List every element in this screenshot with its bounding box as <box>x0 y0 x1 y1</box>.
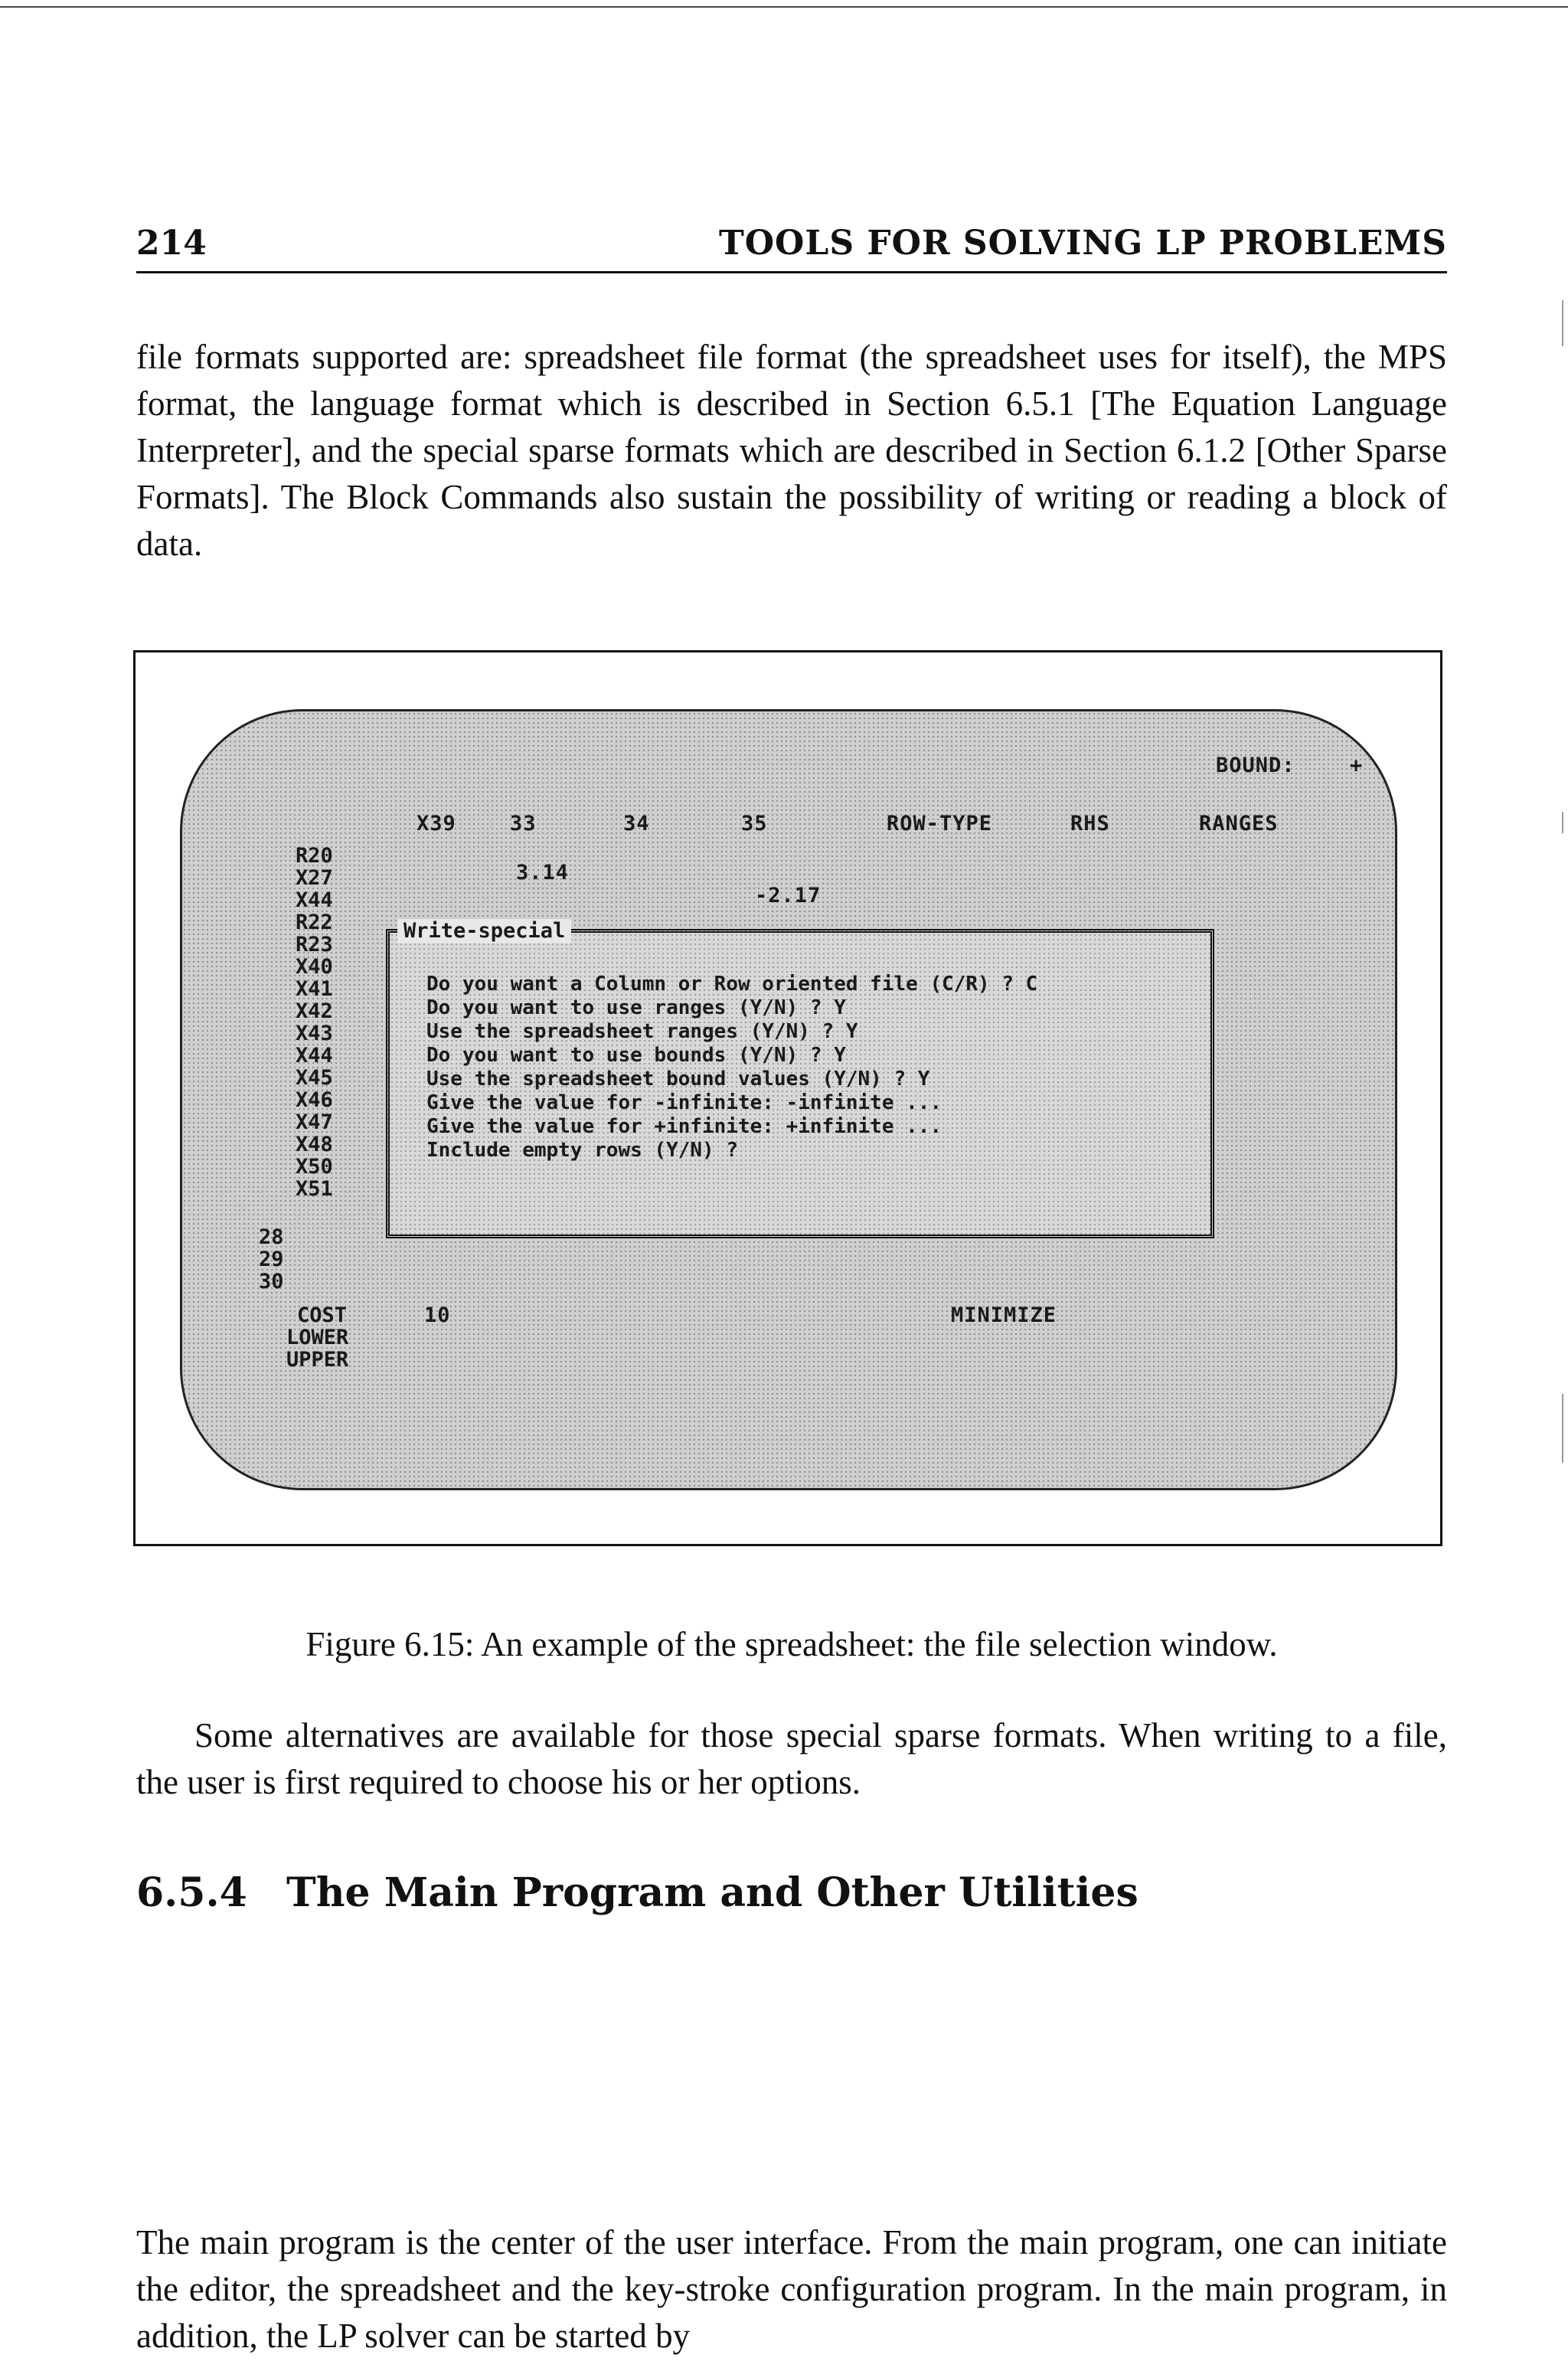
row-label: R22 <box>296 911 333 934</box>
page-number: 214 <box>136 224 207 263</box>
dialog-prompt: Include empty rows (Y/N) ? <box>426 1139 738 1162</box>
running-title: TOOLS FOR SOLVING LP PROBLEMS <box>718 224 1447 263</box>
row-label: X27 <box>296 866 333 890</box>
paragraph-main-program: The main program is the center of the user interface. From the main program, one can initiate the editor, the spreadsheet and the key-stroke configuration program. In the main program, in addition, the LP solver can be started by <box>136 2223 1447 2355</box>
row-label: X48 <box>296 1133 333 1156</box>
bottom-row-label: COST <box>297 1303 348 1327</box>
section-title: The Main Program and Other Utilities <box>286 1869 1138 1916</box>
dialog-title: Write-special <box>397 919 571 943</box>
dialog-prompt: Do you want a Column or Row oriented file (C/R) ? C <box>426 973 1038 996</box>
row-label: X44 <box>296 1044 333 1068</box>
write-special-dialog <box>386 919 1214 1238</box>
margin-mark <box>1562 1394 1563 1463</box>
column-header: 33 <box>510 812 537 836</box>
bound-label: BOUND: <box>1216 754 1295 777</box>
bound-value: + <box>1350 754 1364 777</box>
bottom-row-label: LOWER <box>286 1326 349 1349</box>
row-label: X44 <box>296 888 333 912</box>
margin-mark <box>1562 300 1563 346</box>
dialog-prompt: Do you want to use bounds (Y/N) ? Y <box>426 1044 846 1067</box>
dialog-prompt: Do you want to use ranges (Y/N) ? Y <box>426 996 846 1019</box>
row-labels <box>296 845 333 1200</box>
paragraph-sparse-formats: Some alternatives are available for those special sparse formats. When writing to a file, the user is first required to choose his or her options. <box>136 1716 1447 1801</box>
top-rule <box>0 6 1568 8</box>
row-label: X45 <box>296 1066 333 1090</box>
row-number: 28 <box>259 1225 284 1249</box>
figure-frame <box>133 650 1442 1546</box>
cell-value: 3.14 <box>516 861 570 885</box>
row-label: R23 <box>296 933 333 957</box>
paragraph-file-formats: file formats supported are: spreadsheet file format (the spreadsheet uses for itself), the MPS format, the language format which is described in Section 6.5.1 [The Equation Language Interpreter], and the special sparse formats which are described in Section 6.1.2 [Other Sparse Formats]. The Block Commands also sustain the possibility of writing or reading a block of data. <box>136 338 1447 563</box>
bottom-row-label: UPPER <box>286 1348 349 1372</box>
row-label: R20 <box>296 844 333 868</box>
bottom-row-labels <box>259 1304 348 1371</box>
margin-mark <box>1562 812 1563 833</box>
row-number: 29 <box>259 1248 284 1271</box>
dialog-prompt: Use the spreadsheet bound values (Y/N) ? Y <box>426 1068 930 1091</box>
row-label: X47 <box>296 1110 333 1134</box>
cell-value: -2.17 <box>755 884 822 908</box>
cost-value: 10 <box>424 1303 451 1327</box>
dialog-prompt: Use the spreadsheet ranges (Y/N) ? Y <box>426 1020 858 1043</box>
column-header: 35 <box>741 812 768 836</box>
column-header: RHS <box>1070 812 1110 836</box>
row-label: X42 <box>296 999 333 1023</box>
spreadsheet-screen <box>180 709 1397 1490</box>
row-number: 30 <box>259 1270 284 1293</box>
row-label: X41 <box>296 977 333 1001</box>
dialog-prompt: Give the value for -infinite: -infinite ... <box>426 1091 942 1114</box>
row-label: X43 <box>296 1022 333 1045</box>
row-label: X50 <box>296 1155 333 1179</box>
column-header: ROW-TYPE <box>887 812 993 836</box>
dialog-prompts <box>426 973 1037 1163</box>
row-label: X46 <box>296 1088 333 1112</box>
row-label: X40 <box>296 955 333 979</box>
dialog-prompt: Give the value for +infinite: +infinite ... <box>426 1115 942 1138</box>
column-header: RANGES <box>1199 812 1279 836</box>
page-header <box>136 216 1447 273</box>
cost-type: MINIMIZE <box>951 1303 1057 1327</box>
row-label: X51 <box>296 1177 333 1201</box>
row-numbers <box>259 1226 284 1293</box>
column-header: 34 <box>623 812 650 836</box>
figure-caption: Figure 6.15: An example of the spreadsheet: the file selection window. <box>305 1625 1278 1663</box>
section-heading <box>136 1862 1138 1924</box>
column-header: X39 <box>416 812 456 836</box>
section-number: 6.5.4 <box>136 1869 247 1916</box>
